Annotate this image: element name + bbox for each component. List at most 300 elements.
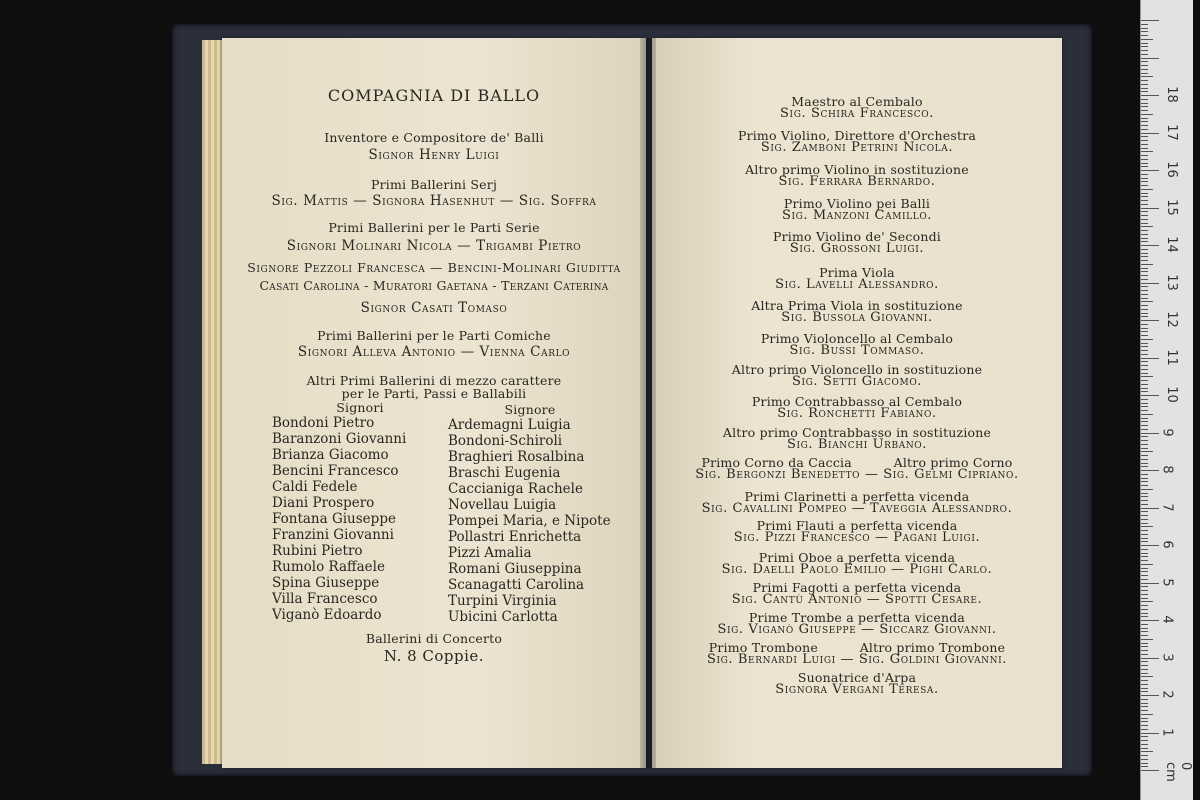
ruler-tick bbox=[1141, 474, 1148, 475]
list-item: Pompei Maria, e Nipote bbox=[448, 513, 611, 529]
ruler-label: 10 bbox=[1163, 386, 1179, 403]
ruler-tick bbox=[1141, 639, 1153, 640]
ruler-tick bbox=[1141, 440, 1148, 441]
ruler-tick bbox=[1141, 736, 1148, 737]
ruler-tick bbox=[1141, 20, 1159, 21]
list-item: Fontana Giuseppe bbox=[272, 511, 396, 527]
ruler-tick bbox=[1141, 395, 1159, 396]
ruler-tick bbox=[1141, 73, 1148, 74]
ruler-tick bbox=[1141, 725, 1148, 726]
ruler-tick bbox=[1141, 496, 1148, 497]
ruler-label: 0 cm bbox=[1163, 762, 1193, 782]
ruler-tick bbox=[1141, 556, 1148, 557]
list-item: Franzini Giovanni bbox=[272, 527, 394, 543]
ruler-tick bbox=[1141, 534, 1148, 535]
ruler-tick bbox=[1141, 65, 1148, 66]
ruler-tick bbox=[1141, 598, 1148, 599]
ruler-tick bbox=[1141, 61, 1148, 62]
musician-name: Sig. Bussola Giovanni. bbox=[781, 310, 933, 325]
list-item: Diani Prospero bbox=[272, 495, 375, 511]
ruler-tick bbox=[1141, 178, 1148, 179]
ruler-tick bbox=[1141, 643, 1148, 644]
ruler-tick bbox=[1141, 646, 1148, 647]
ruler-tick bbox=[1141, 429, 1148, 430]
role-label: Primo Violino, Direttore d'Orchestra bbox=[737, 128, 977, 143]
ruler-tick bbox=[1141, 718, 1148, 719]
book-gutter bbox=[640, 38, 656, 768]
ruler-tick bbox=[1141, 508, 1159, 509]
page-title: COMPAGNIA DI BALLO bbox=[327, 86, 541, 105]
musician-name: Sig. Bernardi Luigi — Sig. Goldini Giovanni. bbox=[706, 652, 1008, 667]
role-label: Maestro al Cembalo bbox=[791, 94, 923, 109]
ruler-tick bbox=[1141, 515, 1148, 516]
ruler-label: 8 bbox=[1159, 465, 1175, 474]
ruler-tick bbox=[1141, 448, 1148, 449]
signore-list bbox=[448, 417, 611, 625]
ruler-tick bbox=[1141, 388, 1148, 389]
ruler-tick bbox=[1141, 305, 1148, 306]
ruler-tick bbox=[1141, 433, 1159, 434]
ruler-tick bbox=[1141, 564, 1153, 565]
ruler-tick bbox=[1141, 463, 1148, 464]
list-item: Braghieri Rosalbina bbox=[448, 449, 585, 465]
ruler-tick bbox=[1141, 418, 1148, 419]
ruler-tick bbox=[1141, 163, 1148, 164]
ruler-tick bbox=[1141, 211, 1148, 212]
inventor-name: Signor Henry Luigi bbox=[368, 147, 500, 163]
ruler-label: 2 bbox=[1159, 690, 1175, 699]
list-item: Villa Francesco bbox=[272, 591, 378, 607]
role-label: Altro primo Contrabbasso in sostituzione bbox=[722, 425, 992, 440]
parti-comiche-label: Primi Ballerini per le Parti Comiche bbox=[317, 328, 551, 343]
parti-serie-label: Primi Ballerini per le Parti Serie bbox=[328, 220, 540, 235]
signori-list bbox=[272, 415, 406, 623]
ruler-tick bbox=[1141, 80, 1148, 81]
ruler-tick bbox=[1141, 403, 1148, 404]
ruler-tick bbox=[1141, 635, 1148, 636]
ruler-tick bbox=[1141, 628, 1148, 629]
ruler-tick bbox=[1141, 493, 1148, 494]
ruler-tick bbox=[1141, 226, 1153, 227]
role-label: Prima Viola bbox=[819, 265, 895, 280]
musician-name: Sig. Lavelli Alessandro. bbox=[775, 277, 939, 292]
ruler-tick bbox=[1141, 283, 1159, 284]
ruler-tick bbox=[1141, 549, 1148, 550]
ruler-tick bbox=[1141, 511, 1148, 512]
ruler-tick bbox=[1141, 148, 1148, 149]
ruler-tick bbox=[1141, 279, 1148, 280]
role-label: Suonatrice d'Arpa bbox=[797, 670, 917, 685]
ruler-tick bbox=[1141, 121, 1148, 122]
ruler-tick bbox=[1141, 699, 1148, 700]
role-label: Primo Violino pei Balli bbox=[783, 196, 931, 211]
ruler-label: 4 bbox=[1159, 615, 1175, 624]
ruler-tick bbox=[1141, 24, 1148, 25]
ruler-tick bbox=[1141, 384, 1148, 385]
ruler-label: 5 bbox=[1159, 577, 1175, 587]
ruler-tick bbox=[1141, 193, 1148, 194]
ruler-tick bbox=[1141, 766, 1148, 767]
ruler-tick bbox=[1141, 324, 1148, 325]
ruler-tick bbox=[1141, 46, 1148, 47]
ruler-tick bbox=[1141, 208, 1159, 209]
ruler-tick bbox=[1141, 331, 1148, 332]
musician-name: Signora Vergani Teresa. bbox=[775, 682, 939, 697]
ruler-label: 7 bbox=[1159, 502, 1175, 512]
list-item: Bondoni Pietro bbox=[272, 415, 375, 431]
parti-serie-line-2: Signore Pezzoli Francesca — Bencini-Molinari Giuditta bbox=[247, 260, 621, 275]
ruler-tick bbox=[1141, 31, 1148, 32]
ruler-tick bbox=[1141, 616, 1148, 617]
musician-name: Sig. Setti Giacomo. bbox=[791, 374, 923, 389]
ruler-tick bbox=[1141, 230, 1148, 231]
ruler-tick bbox=[1141, 151, 1153, 152]
ruler-tick bbox=[1141, 538, 1148, 539]
primi-serj-label: Primi Ballerini Serj bbox=[370, 177, 498, 192]
ruler-tick bbox=[1141, 286, 1148, 287]
ruler-tick bbox=[1141, 223, 1148, 224]
ruler-tick bbox=[1141, 39, 1153, 40]
ruler-tick bbox=[1141, 714, 1153, 715]
ruler-tick bbox=[1141, 155, 1148, 156]
list-item: Rubini Pietro bbox=[272, 543, 363, 559]
ruler-label: 18 bbox=[1163, 86, 1179, 103]
ruler-tick bbox=[1141, 770, 1159, 771]
ruler-label: 12 bbox=[1163, 311, 1179, 328]
parti-serie-line-4: Signor Casati Tomaso bbox=[360, 300, 508, 316]
role-label: Primo Trombone Altro primo Trombone bbox=[708, 640, 1006, 655]
ruler-tick bbox=[1141, 669, 1148, 670]
ruler-tick bbox=[1141, 673, 1148, 674]
list-item: Bencini Francesco bbox=[272, 463, 399, 479]
ruler-tick bbox=[1141, 658, 1159, 659]
ruler-tick bbox=[1141, 200, 1148, 201]
parti-serie-line-1: Signori Molinari Nicola — Trigambi Pietro bbox=[286, 238, 582, 254]
ruler-tick bbox=[1141, 650, 1148, 651]
role-label: Primo Corno da Caccia Altro primo Corno bbox=[701, 455, 1013, 470]
ruler-tick bbox=[1141, 140, 1148, 141]
ruler-tick bbox=[1141, 755, 1148, 756]
ruler-tick bbox=[1141, 759, 1148, 760]
ruler-tick bbox=[1141, 676, 1153, 677]
ruler-tick bbox=[1141, 316, 1148, 317]
ruler-label: 6 bbox=[1159, 540, 1175, 549]
concerto-label: Ballerini di Concerto bbox=[365, 631, 503, 646]
ruler-tick bbox=[1141, 763, 1148, 764]
ruler-tick bbox=[1141, 568, 1148, 569]
ruler-tick bbox=[1141, 620, 1159, 621]
ruler-tick bbox=[1141, 260, 1148, 261]
ruler-tick bbox=[1141, 189, 1153, 190]
list-item: Viganò Edoardo bbox=[272, 607, 382, 623]
list-item: Turpini Virginia bbox=[448, 593, 557, 609]
ruler-label: 16 bbox=[1163, 161, 1179, 178]
ruler-tick bbox=[1141, 703, 1148, 704]
ruler-tick bbox=[1141, 249, 1148, 250]
ruler-tick bbox=[1141, 301, 1153, 302]
ruler-tick bbox=[1141, 110, 1148, 111]
ruler-tick bbox=[1141, 575, 1148, 576]
ruler-tick bbox=[1141, 50, 1148, 51]
role-label: Primi Clarinetti a perfetta vicenda bbox=[744, 489, 970, 504]
ruler-tick bbox=[1141, 553, 1148, 554]
ruler-tick bbox=[1141, 410, 1148, 411]
musician-name: Sig. Daelli Paolo Emilio — Pighi Carlo. bbox=[721, 562, 993, 577]
ruler-tick bbox=[1141, 215, 1148, 216]
ruler-tick bbox=[1141, 343, 1148, 344]
ruler-tick bbox=[1141, 358, 1159, 359]
ruler-tick bbox=[1141, 346, 1148, 347]
ruler-tick bbox=[1141, 290, 1148, 291]
ruler-tick bbox=[1141, 361, 1148, 362]
list-item: Ardemagni Luigia bbox=[448, 417, 571, 433]
ruler-tick bbox=[1141, 174, 1148, 175]
ruler-tick bbox=[1141, 519, 1148, 520]
ruler-tick bbox=[1141, 264, 1153, 265]
ruler-tick bbox=[1141, 665, 1148, 666]
ruler-tick bbox=[1141, 530, 1148, 531]
ruler-tick bbox=[1141, 583, 1159, 584]
musician-name: Sig. Zamboni Petrini Nicola. bbox=[760, 140, 954, 155]
ruler-tick bbox=[1141, 133, 1159, 134]
role-label: Altro primo Violoncello in sostituzione bbox=[731, 362, 983, 377]
list-item: Spina Giuseppe bbox=[272, 575, 380, 591]
ruler-tick bbox=[1141, 470, 1159, 471]
musician-name: Sig. Cantù Antonio — Spotti Cesare. bbox=[731, 592, 983, 607]
ruler-tick bbox=[1141, 268, 1148, 269]
ruler-tick bbox=[1141, 380, 1148, 381]
ruler-tick bbox=[1141, 579, 1148, 580]
ruler-tick bbox=[1141, 99, 1148, 100]
musician-name: Sig. Schira Francesco. bbox=[780, 106, 934, 121]
ruler-tick bbox=[1141, 523, 1148, 524]
list-item: Bondoni-Schiroli bbox=[448, 433, 563, 449]
ruler-tick bbox=[1141, 691, 1148, 692]
ruler-tick bbox=[1141, 744, 1148, 745]
ruler-tick bbox=[1141, 451, 1153, 452]
ruler-tick bbox=[1141, 466, 1148, 467]
ruler-tick bbox=[1141, 196, 1148, 197]
ruler-label: 13 bbox=[1163, 273, 1179, 291]
list-item: Romani Giuseppina bbox=[448, 561, 582, 577]
role-label: Primi Fagotti a perfetta vicenda bbox=[752, 580, 962, 595]
ruler-tick bbox=[1141, 609, 1148, 610]
ruler-tick bbox=[1141, 748, 1148, 749]
ruler-tick bbox=[1141, 136, 1148, 137]
musician-name: Sig. Ronchetti Fabiano. bbox=[777, 406, 937, 421]
ruler-tick bbox=[1141, 309, 1148, 310]
ruler-tick bbox=[1141, 339, 1153, 340]
list-item: Scanagatti Carolina bbox=[448, 577, 585, 593]
list-item: Pizzi Amalia bbox=[448, 545, 532, 561]
ruler-tick bbox=[1141, 721, 1148, 722]
ruler-tick bbox=[1141, 234, 1148, 235]
ruler-tick bbox=[1141, 350, 1148, 351]
ruler-tick bbox=[1141, 88, 1148, 89]
ruler-tick bbox=[1141, 245, 1159, 246]
ruler-tick bbox=[1141, 43, 1148, 44]
ruler-label: 11 bbox=[1163, 348, 1179, 366]
list-item: Caccianiga Rachele bbox=[448, 481, 583, 497]
musician-name: Sig. Cavallini Pompeo — Taveggia Alessandro. bbox=[701, 501, 1013, 516]
inventor-label: Inventore e Compositore de' Balli bbox=[324, 130, 544, 145]
ruler-tick bbox=[1141, 125, 1148, 126]
ruler-tick bbox=[1141, 335, 1148, 336]
ruler-tick bbox=[1141, 166, 1148, 167]
ruler-tick bbox=[1141, 414, 1153, 415]
ruler-tick bbox=[1141, 118, 1148, 119]
ruler-tick bbox=[1141, 545, 1159, 546]
ruler-tick bbox=[1141, 455, 1148, 456]
role-label: Primo Violino de' Secondi bbox=[773, 229, 941, 244]
role-label: Primi Oboe a perfetta vicenda bbox=[758, 550, 956, 565]
role-label: Primo Contrabbasso al Cembalo bbox=[751, 394, 963, 409]
ruler-tick bbox=[1141, 631, 1148, 632]
ruler-label: 14 bbox=[1163, 236, 1179, 253]
ruler-label: 3 bbox=[1159, 652, 1175, 662]
parti-comiche-names: Signori Alleva Antonio — Vienna Carlo bbox=[297, 344, 571, 360]
concerto-value: N. 8 Coppie. bbox=[383, 647, 485, 665]
ruler-tick bbox=[1141, 298, 1148, 299]
ruler-tick bbox=[1141, 144, 1148, 145]
ruler-tick bbox=[1141, 320, 1159, 321]
ruler-tick bbox=[1141, 328, 1148, 329]
ruler-tick bbox=[1141, 733, 1159, 734]
list-item: Baranzoni Giovanni bbox=[272, 431, 407, 447]
ruler-tick bbox=[1141, 271, 1148, 272]
ruler-tick bbox=[1141, 313, 1148, 314]
list-item: Brianza Giacomo bbox=[272, 447, 389, 463]
ruler-label: 1 bbox=[1159, 727, 1175, 737]
ruler-tick bbox=[1141, 571, 1148, 572]
ruler-tick bbox=[1141, 294, 1148, 295]
ruler-tick bbox=[1141, 613, 1148, 614]
ruler-tick bbox=[1141, 436, 1148, 437]
ruler-tick bbox=[1141, 654, 1148, 655]
role-label: Altro primo Violino in sostituzione bbox=[745, 162, 969, 177]
ruler-tick bbox=[1141, 114, 1153, 115]
list-item: Pollastri Enrichetta bbox=[448, 529, 582, 545]
ruler-tick bbox=[1141, 58, 1159, 59]
primi-serj-names: Sig. Mattis — Signora Hasenhut — Sig. Soffra bbox=[271, 193, 597, 209]
ruler-tick bbox=[1141, 204, 1148, 205]
musician-name: Sig. Viganò Giuseppe — Siccarz Giovanni. bbox=[717, 622, 997, 637]
ruler-tick bbox=[1141, 594, 1148, 595]
ruler-tick bbox=[1141, 706, 1148, 707]
musician-name: Sig. Bergonzi Benedetto — Sig. Gelmi Cipriano. bbox=[695, 467, 1019, 482]
ruler-tick bbox=[1141, 369, 1148, 370]
ruler-tick bbox=[1141, 91, 1148, 92]
ruler-tick bbox=[1141, 159, 1148, 160]
ruler-tick bbox=[1141, 590, 1148, 591]
ruler-tick bbox=[1141, 684, 1148, 685]
ruler-tick bbox=[1141, 238, 1148, 239]
ruler-tick bbox=[1141, 256, 1148, 257]
ruler-tick bbox=[1141, 253, 1148, 254]
ruler-tick bbox=[1141, 680, 1148, 681]
ruler-tick bbox=[1141, 376, 1153, 377]
ruler-tick bbox=[1141, 478, 1148, 479]
ruler-tick bbox=[1141, 69, 1148, 70]
musician-name: Sig. Pizzi Francesco — Pagani Luigi. bbox=[733, 530, 981, 545]
ruler-tick bbox=[1141, 103, 1148, 104]
ruler-label: 9 bbox=[1159, 427, 1175, 437]
ruler-tick bbox=[1141, 541, 1148, 542]
list-item: Novellau Luigia bbox=[448, 497, 557, 513]
ruler-tick bbox=[1141, 219, 1148, 220]
ruler-label: 17 bbox=[1163, 123, 1179, 141]
musician-name: Sig. Grossoni Luigi. bbox=[789, 241, 925, 256]
ruler-tick bbox=[1141, 54, 1148, 55]
ruler-tick bbox=[1141, 504, 1148, 505]
ruler-tick bbox=[1141, 406, 1148, 407]
ruler-tick bbox=[1141, 181, 1148, 182]
ruler-tick bbox=[1141, 241, 1148, 242]
ruler-tick bbox=[1141, 729, 1148, 730]
ruler-tick bbox=[1141, 373, 1148, 374]
ruler-tick bbox=[1141, 485, 1148, 486]
ruler-tick bbox=[1141, 586, 1148, 587]
musician-name: Sig. Bianchi Urbano. bbox=[786, 437, 928, 452]
ruler-tick bbox=[1141, 710, 1148, 711]
ruler-tick bbox=[1141, 399, 1148, 400]
ruler-tick bbox=[1141, 365, 1148, 366]
mezzo-carattere-label-2: per le Parti, Passi e Ballabili bbox=[341, 386, 527, 401]
ruler-tick bbox=[1141, 459, 1148, 460]
signori-header: Signori bbox=[336, 400, 384, 415]
signore-header: Signore bbox=[504, 402, 556, 417]
musician-name: Sig. Bussi Tommaso. bbox=[789, 343, 925, 358]
list-item: Braschi Eugenia bbox=[448, 465, 561, 481]
ruler-tick bbox=[1141, 275, 1148, 276]
role-label: Altra Prima Viola in sostituzione bbox=[751, 298, 963, 313]
ruler-tick bbox=[1141, 106, 1148, 107]
ruler-tick bbox=[1141, 560, 1148, 561]
role-label: Prime Trombe a perfetta vicenda bbox=[748, 610, 966, 625]
ruler-tick bbox=[1141, 28, 1148, 29]
ruler-tick bbox=[1141, 500, 1148, 501]
parti-serie-line-3: Casati Carolina - Muratori Gaetana - Terzani Caterina bbox=[259, 278, 609, 293]
list-item: Caldi Fedele bbox=[272, 479, 358, 495]
mezzo-carattere-label-1: Altri Primi Ballerini di mezzo carattere bbox=[306, 373, 562, 388]
role-label: Primi Flauti a perfetta vicenda bbox=[756, 518, 958, 533]
ruler-tick bbox=[1141, 688, 1148, 689]
ruler-tick bbox=[1141, 740, 1148, 741]
list-item: Ubicini Carlotta bbox=[448, 609, 558, 625]
ruler-tick bbox=[1141, 185, 1148, 186]
musician-name: Sig. Manzoni Camillo. bbox=[781, 208, 933, 223]
ruler-tick bbox=[1141, 35, 1148, 36]
ruler-tick bbox=[1141, 751, 1153, 752]
ruler-tick bbox=[1141, 425, 1148, 426]
ruler-tick bbox=[1141, 391, 1148, 392]
ruler-tick bbox=[1141, 695, 1159, 696]
ruler-tick bbox=[1141, 354, 1148, 355]
musician-name: Sig. Ferrara Bernardo. bbox=[778, 174, 936, 189]
ruler-tick bbox=[1141, 661, 1148, 662]
ruler-tick bbox=[1141, 601, 1153, 602]
ruler-tick bbox=[1141, 481, 1148, 482]
ruler-tick bbox=[1141, 624, 1148, 625]
ruler-tick bbox=[1141, 76, 1153, 77]
ruler-tick bbox=[1141, 489, 1153, 490]
ruler-label: 15 bbox=[1163, 198, 1179, 216]
ruler-tick bbox=[1141, 526, 1153, 527]
ruler-tick bbox=[1141, 84, 1148, 85]
measuring-ruler bbox=[1140, 0, 1193, 800]
ruler-tick bbox=[1141, 95, 1159, 96]
ruler-tick bbox=[1141, 444, 1148, 445]
